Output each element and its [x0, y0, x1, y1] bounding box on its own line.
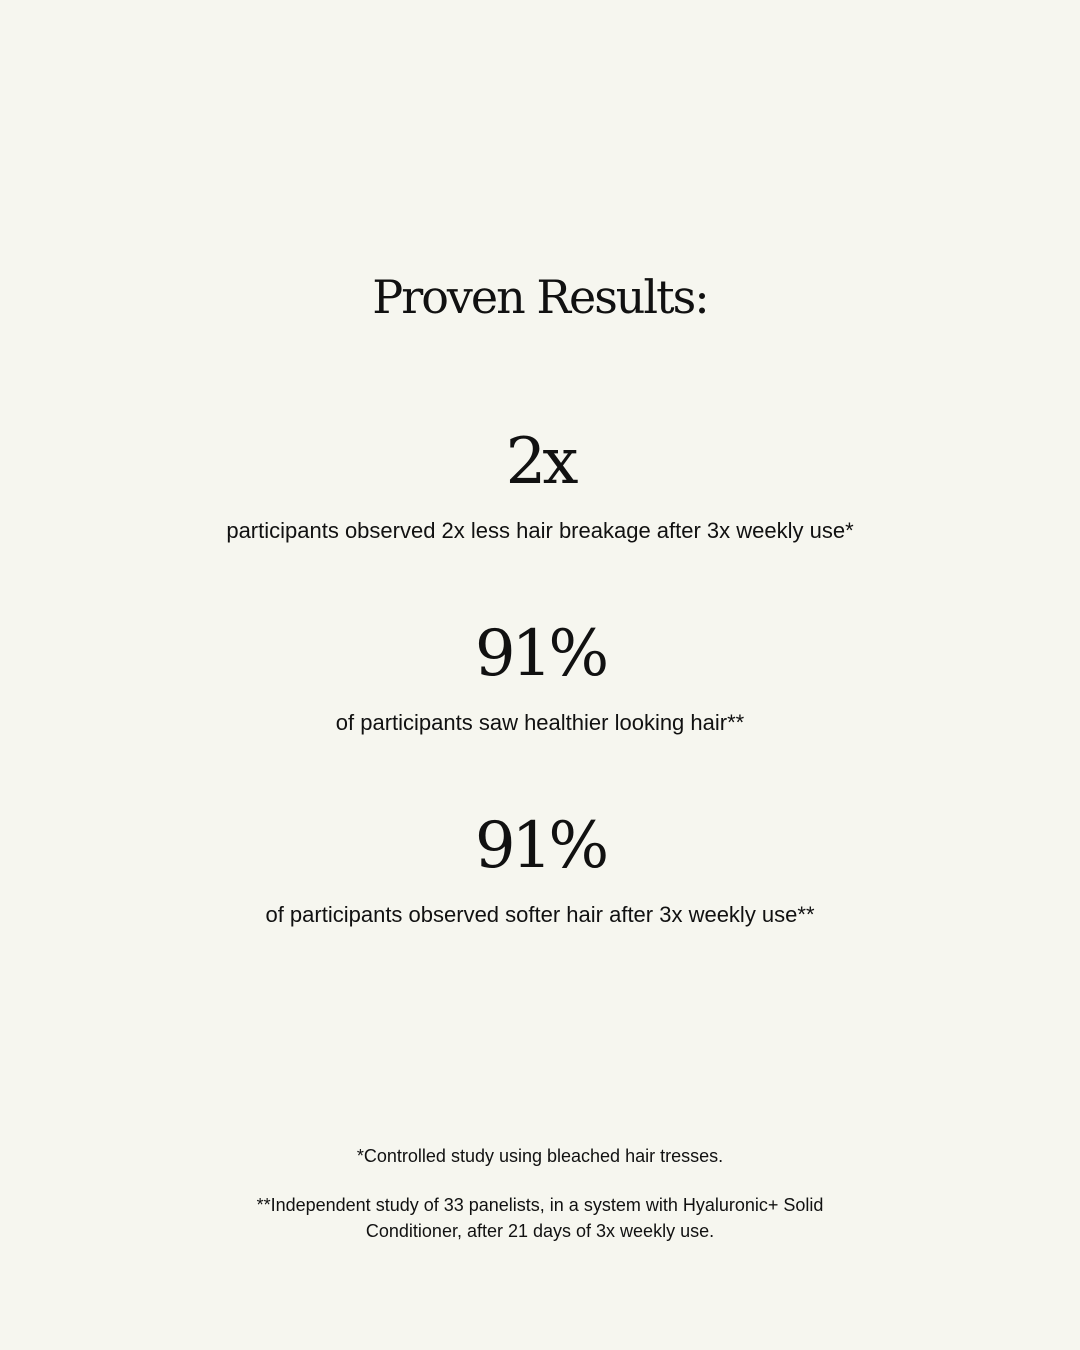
- footnote-independent-study: **Independent study of 33 panelists, in a system with Hyaluronic+ Solid Conditioner, after 21 days of 3x weekly use.: [256, 1195, 824, 1241]
- stat-caption-healthier: of participants saw healthier looking hair**: [335, 710, 745, 735]
- stat-caption-softer: of participants observed softer hair after 3x weekly use**: [265, 902, 815, 927]
- stat-value-breakage: 2x: [505, 425, 575, 499]
- page-title: Proven Results:: [372, 270, 708, 324]
- stat-value-softer: 91%: [474, 809, 606, 883]
- footnote-controlled-study: *Controlled study using bleached hair tresses.: [356, 1146, 724, 1166]
- stat-caption-breakage: participants observed 2x less hair breakage after 3x weekly use*: [226, 518, 854, 543]
- stat-value-healthier: 91%: [474, 617, 606, 691]
